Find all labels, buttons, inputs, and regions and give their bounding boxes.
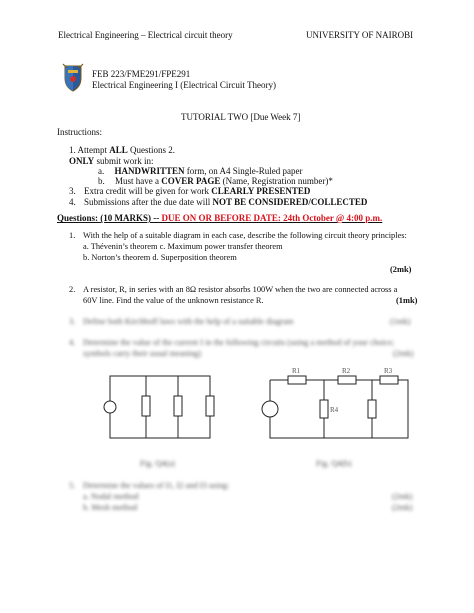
q1-line-2: a. Thévenin’s theorem c. Maximum power transfer theorem (83, 242, 283, 251)
instruction-4-bold: NOT BE CONSIDERED/COLLECTED (212, 197, 368, 207)
q5-b: b. Mesh method (83, 503, 138, 512)
instruction-1-bold: ALL (109, 145, 128, 155)
resistor-icon (206, 396, 214, 416)
instruction-1 (69, 145, 175, 155)
tutorial-title: TUTORIAL TWO [Due Week 7] (181, 112, 301, 122)
fig-a-caption: Fig. Q4(a) (140, 459, 175, 468)
q1-text: With the help of a suitable diagram in each case, describe the following circuit theory principles: (83, 231, 407, 240)
q2-line-1: A resistor, R, in series with an 8Ω resistor absorbs 100W when the two are connected across a (83, 285, 398, 294)
resistor-icon (288, 376, 306, 384)
q2-marks: (1mk) (396, 296, 418, 305)
q2-line-2: 60V line. Find the value of the unknown resistance R. (83, 296, 264, 305)
instruction-2a-post: form, on A4 Single-Ruled paper (184, 166, 303, 176)
q1-number: 1. (69, 231, 76, 240)
resistor-label: R4 (330, 406, 339, 414)
instruction-2b-label: b. (98, 176, 105, 186)
resistor-label: R2 (342, 367, 351, 375)
instruction-2b-post: (Name, Registration number)* (220, 176, 333, 186)
q1-marks: (2mk) (390, 265, 412, 274)
q4-line-2: symbols carry their usual meaning) (83, 349, 202, 358)
course-name: Electrical Engineering I (Electrical Circuit Theory) (92, 80, 276, 90)
instruction-2b (98, 176, 333, 186)
q4-line-1: Determine the value of the current I in the following circuits (using a method of your choice; (83, 338, 395, 347)
instruction-2a (98, 166, 303, 176)
instruction-2a-bold: HANDWRITTEN (114, 166, 185, 176)
course-codes: FEB 223/FME291/FPE291 (92, 69, 191, 79)
instruction-1-pre: 1. Attempt (69, 145, 110, 155)
resistor-icon (320, 400, 328, 418)
circuit-figure-a (96, 368, 226, 448)
voltage-source-icon (262, 401, 278, 417)
header-left: Electrical Engineering – Electrical circuit theory (58, 30, 233, 40)
university-crest-icon (62, 62, 84, 92)
resistor-label: R1 (292, 367, 301, 375)
circuit-figure-b (258, 364, 418, 448)
instruction-4-pre: Submissions after the due date will (84, 197, 213, 207)
instruction-3-label: 3. (69, 186, 76, 196)
instruction-1-post: Questions 2. (127, 145, 176, 155)
resistor-label: R3 (384, 367, 393, 375)
instruction-2 (69, 156, 153, 166)
q4-marks: (2mk) (393, 349, 414, 358)
instruction-4 (69, 197, 367, 207)
instruction-3 (69, 186, 310, 196)
q5-a-marks: (2mk) (392, 492, 413, 501)
q3-number: 3. (69, 317, 76, 326)
questions-heading-marks: Questions: (10 MARKS) -- (57, 213, 162, 223)
instructions-heading: Instructions: (57, 127, 102, 137)
q1-line-3: b. Norton’s theorem d. Superposition theorem (83, 253, 237, 262)
instruction-2-bold: ONLY (69, 156, 95, 166)
instruction-2b-pre: Must have a (115, 176, 162, 186)
q2-number: 2. (69, 285, 76, 294)
instruction-2b-bold: COVER PAGE (161, 176, 221, 186)
instruction-2a-label: a. (98, 166, 105, 176)
resistor-icon (338, 376, 356, 384)
q5-a: a. Nodal method (83, 492, 139, 501)
questions-heading (57, 213, 382, 223)
q4-number: 4. (69, 338, 76, 347)
q5-number: 5. (69, 481, 76, 490)
fig-b-caption: Fig. Q4(b) (316, 459, 352, 468)
resistor-icon (174, 396, 182, 416)
instruction-2-post: submit work in: (94, 156, 154, 166)
header-right: UNIVERSITY OF NAIROBI (306, 30, 414, 40)
questions-heading-due: DUE ON OR BEFORE DATE: 24th October @ 4:00 p.m. (161, 213, 383, 223)
resistor-icon (368, 400, 376, 418)
resistor-icon (380, 376, 398, 384)
q3-marks: (1mk) (390, 317, 411, 326)
q5-b-marks: (2mk) (392, 503, 413, 512)
q3-text: Define both Kirchhoff laws with the help of a suitable diagram (83, 317, 294, 326)
instruction-3-bold: CLEARLY PRESENTED (211, 186, 311, 196)
instruction-4-label: 4. (69, 197, 76, 207)
voltage-source-icon (104, 401, 116, 413)
resistor-icon (142, 396, 150, 416)
q5-text: Determine the values of I1, I2 and I3 using: (83, 481, 230, 490)
instruction-3-pre: Extra credit will be given for work (84, 186, 212, 196)
